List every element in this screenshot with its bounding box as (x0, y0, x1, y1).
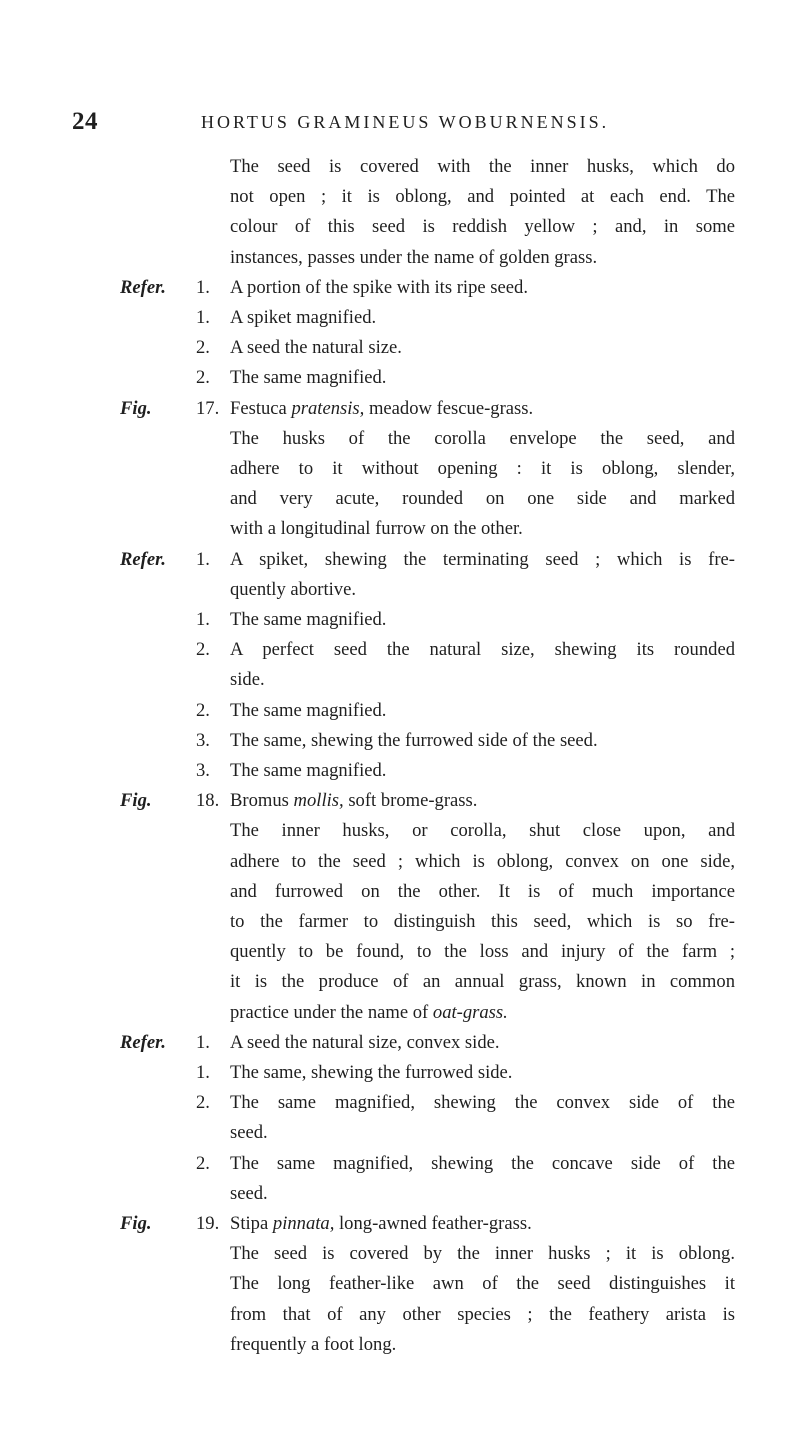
text-line (0, 394, 800, 424)
text-line (0, 877, 800, 907)
text-line (0, 424, 800, 454)
item-number: 2. (196, 639, 210, 661)
text-line (0, 363, 800, 393)
item-number: 3. (196, 729, 210, 751)
line-text: colour of this seed is reddish yellow ; and, in some (230, 216, 735, 238)
line-text: side. (230, 669, 265, 691)
text-line (0, 847, 800, 877)
text-line (0, 1088, 800, 1118)
common-name: meadow fescue-grass. (368, 397, 534, 419)
item-number: 1. (196, 609, 210, 630)
species-name: mollis, (293, 790, 344, 812)
text-line (0, 545, 800, 575)
line-text: seed. (230, 1182, 268, 1204)
item-number: 19. (196, 1213, 220, 1234)
text-line (0, 635, 800, 665)
item-number: 1. (196, 548, 210, 570)
text-line (0, 484, 800, 514)
text-line (0, 816, 800, 846)
line-text: The seed is covered with the inner husks, which do (230, 156, 735, 177)
text-line (0, 937, 800, 967)
italic-term: oat-grass. (432, 1001, 508, 1023)
line-text: The same, shewing the furrowed side. (230, 1062, 513, 1083)
line-text (230, 394, 533, 424)
line-text: A seed the natural size, convex side. (230, 1031, 500, 1053)
line-text: frequently a foot long. (230, 1333, 397, 1355)
line-text: The same magnified. (230, 760, 387, 781)
item-number: 18. (196, 790, 220, 812)
margin-label: Fig. (120, 1213, 152, 1234)
line-text: The long feather-like awn of the seed distinguishes it (230, 1273, 735, 1295)
item-number: 3. (196, 760, 210, 781)
line-text: A spiket magnified. (230, 307, 377, 328)
margin-label: Fig. (120, 397, 152, 419)
margin-label: Fig. (120, 790, 152, 812)
line-text: The same magnified. (230, 699, 387, 721)
line-text: A seed the natural size. (230, 337, 402, 359)
common-name: soft brome-grass. (348, 790, 478, 812)
text-line (0, 333, 800, 363)
line-text: not open ; it is oblong, and pointed at each end. The (230, 186, 735, 208)
page-number: 24 (72, 108, 98, 135)
text-line (0, 1330, 800, 1360)
line-text: adhere to the seed ; which is oblong, convex on one side, (230, 850, 735, 872)
common-name: long-awned feather-grass. (339, 1213, 532, 1234)
margin-label: Refer. (120, 276, 166, 298)
genus-name: Stipa (230, 1213, 269, 1234)
text-line (0, 1300, 800, 1330)
item-number: 2. (196, 337, 210, 359)
line-text: and furrowed on the other. It is of much importance (230, 880, 735, 902)
item-number: 1. (196, 276, 210, 298)
page-header (72, 108, 712, 138)
line-text: A portion of the spike with its ripe seed. (230, 276, 528, 298)
item-number: 1. (196, 1062, 210, 1083)
genus-name: Bromus (230, 790, 289, 812)
text-line (0, 1239, 800, 1269)
line-text: and very acute, rounded on one side and marked (230, 488, 735, 510)
text-line (0, 1149, 800, 1179)
line-text: The seed is covered by the inner husks ; it is oblong. (230, 1243, 735, 1265)
genus-name: Festuca (230, 397, 287, 419)
text-line (0, 665, 800, 695)
text-line (0, 243, 800, 273)
text-line (0, 575, 800, 605)
line-text: from that of any other species ; the feathery arista is (230, 1303, 735, 1325)
text-line (0, 514, 800, 544)
line-text: instances, passes under the name of golden grass. (230, 246, 598, 268)
margin-label: Refer. (120, 548, 166, 570)
text-line (0, 1269, 800, 1299)
text-line (0, 454, 800, 484)
item-number: 2. (196, 1152, 210, 1174)
text-line (0, 907, 800, 937)
line-text (230, 1209, 532, 1239)
text-line (0, 1118, 800, 1148)
line-text: The inner husks, or corolla, shut close upon, and (230, 820, 735, 842)
text-line (0, 273, 800, 303)
running-head: HORTUS GRAMINEUS WOBURNENSIS. (201, 112, 610, 132)
item-number: 2. (196, 699, 210, 721)
margin-label: Refer. (120, 1031, 166, 1053)
item-number: 1. (196, 307, 210, 328)
line-text: with a longitudinal furrow on the other. (230, 518, 523, 540)
text-line (0, 786, 800, 816)
line-text: The same magnified. (230, 609, 387, 630)
line-text: The same magnified, shewing the convex side of the (230, 1092, 735, 1114)
text-line (0, 212, 800, 242)
item-number: 2. (196, 367, 210, 389)
line-text: A spiket, shewing the terminating seed ; which is fre- (230, 548, 735, 570)
line-text: to the farmer to distinguish this seed, which is so fre- (230, 911, 735, 932)
text-line (0, 998, 800, 1028)
line-text: quently abortive. (230, 578, 356, 600)
text-line (0, 1209, 800, 1239)
line-text-main: practice under the name of (230, 1001, 429, 1023)
line-text: adhere to it without opening : it is oblong, slender, (230, 458, 735, 479)
line-text: it is the produce of an annual grass, known in common (230, 971, 735, 993)
text-line (0, 756, 800, 786)
text-line (0, 1058, 800, 1088)
text-line (0, 967, 800, 997)
text-line (0, 182, 800, 212)
line-text: The same magnified. (230, 367, 387, 389)
text-line (0, 1179, 800, 1209)
line-text (230, 998, 508, 1028)
line-text: The same, shewing the furrowed side of the seed. (230, 729, 598, 751)
text-line (0, 605, 800, 635)
line-text (230, 786, 477, 816)
line-text: The husks of the corolla envelope the seed, and (230, 427, 735, 449)
item-number: 1. (196, 1031, 210, 1053)
text-line (0, 303, 800, 333)
line-text: seed. (230, 1122, 268, 1144)
line-text: The same magnified, shewing the concave side of the (230, 1152, 735, 1174)
line-text: A perfect seed the natural size, shewing its rounded (230, 639, 735, 661)
species-name: pratensis, (291, 397, 365, 419)
text-line (0, 152, 800, 182)
text-line (0, 1028, 800, 1058)
item-number: 17. (196, 397, 220, 419)
item-number: 2. (196, 1092, 210, 1114)
text-line (0, 696, 800, 726)
line-text: quently to be found, to the loss and injury of the farm ; (230, 941, 735, 963)
species-name: pinnata, (272, 1213, 335, 1234)
text-line (0, 726, 800, 756)
